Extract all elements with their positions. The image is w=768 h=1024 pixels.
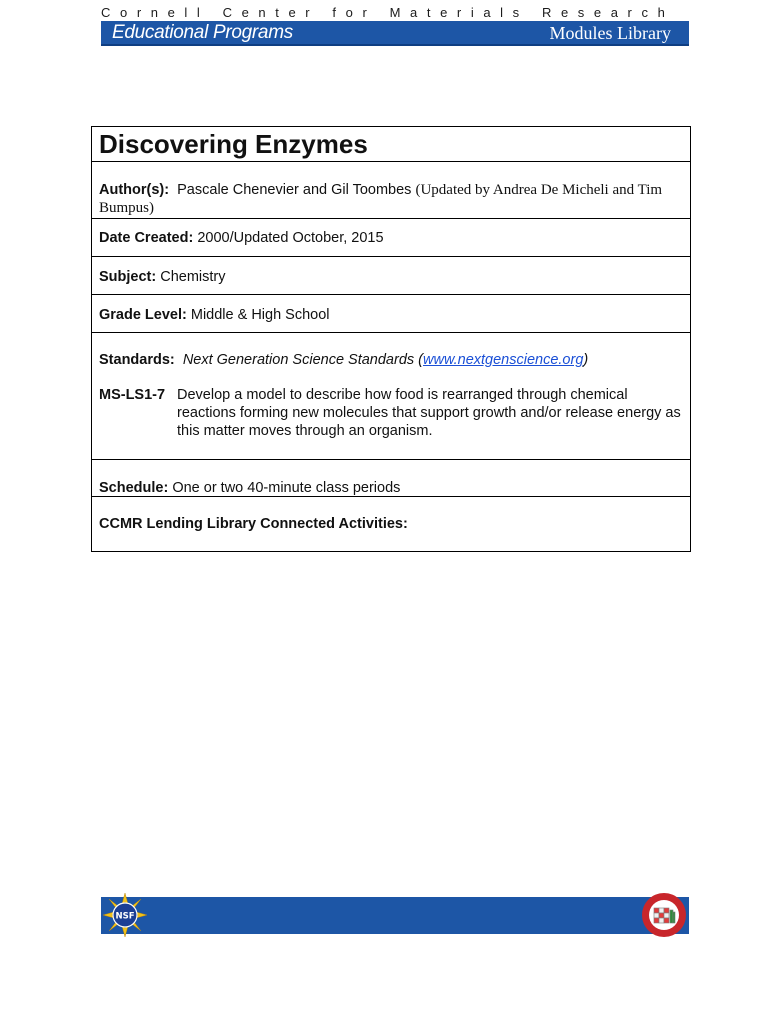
schedule-row [92, 460, 690, 497]
library-label: CCMR Lending Library Connected Activities: [99, 516, 408, 532]
header-modules-library: Modules Library [549, 23, 671, 43]
standard-description: Develop a model to describe how food is rearranged through chemical reactions forming new molecules that support growth and/or release energy as this matter moves through an organism. [177, 387, 681, 439]
subject-text [99, 268, 682, 286]
authors-row [92, 162, 690, 219]
standards-text [99, 351, 682, 369]
grade-row [92, 295, 690, 333]
date-text [99, 229, 682, 247]
standards-link[interactable]: www.nextgenscience.org [423, 352, 584, 368]
authors-text [99, 181, 682, 217]
schedule-text [99, 479, 682, 497]
header-banner [101, 21, 689, 46]
page-title: Discovering Enzymes [99, 129, 368, 159]
schedule-label: Schedule: [99, 480, 169, 496]
ccmr-logo [641, 892, 687, 938]
date-row [92, 219, 690, 257]
standards-close: ) [583, 352, 589, 368]
standards-label: Standards: [99, 352, 175, 368]
header-org-name: Cornell Center for Materials Research [101, 5, 675, 20]
authors-value: Pascale Chenevier and Gil Toombes [177, 182, 412, 198]
date-label: Date Created: [99, 230, 194, 246]
title-row [92, 127, 690, 162]
date-value: 2000/Updated October, 2015 [197, 230, 384, 246]
authors-update: (Updated by Andrea De Micheli and Tim Bumpus) [99, 182, 663, 216]
authors-label: Author(s): [99, 182, 170, 198]
nsf-logo [102, 892, 148, 938]
footer-banner [101, 897, 689, 934]
standard-ms-ls1-7 [99, 386, 682, 440]
module-info-table [91, 126, 691, 552]
header-educational-programs: Educational Programs [112, 22, 293, 43]
standards-row [92, 333, 690, 460]
subject-row [92, 257, 690, 295]
schedule-value: One or two 40-minute class periods [172, 480, 401, 496]
standard-code: MS-LS1-7 [99, 387, 166, 403]
library-row [92, 497, 690, 552]
grade-label: Grade Level: [99, 307, 187, 323]
nsf-logo-text: NSF [115, 911, 135, 922]
subject-label: Subject: [99, 269, 157, 285]
grade-value: Middle & High School [190, 307, 330, 323]
subject-value: Chemistry [160, 269, 226, 285]
standards-value: Next Generation Science Standards ( [182, 352, 423, 368]
grade-text [99, 306, 682, 324]
